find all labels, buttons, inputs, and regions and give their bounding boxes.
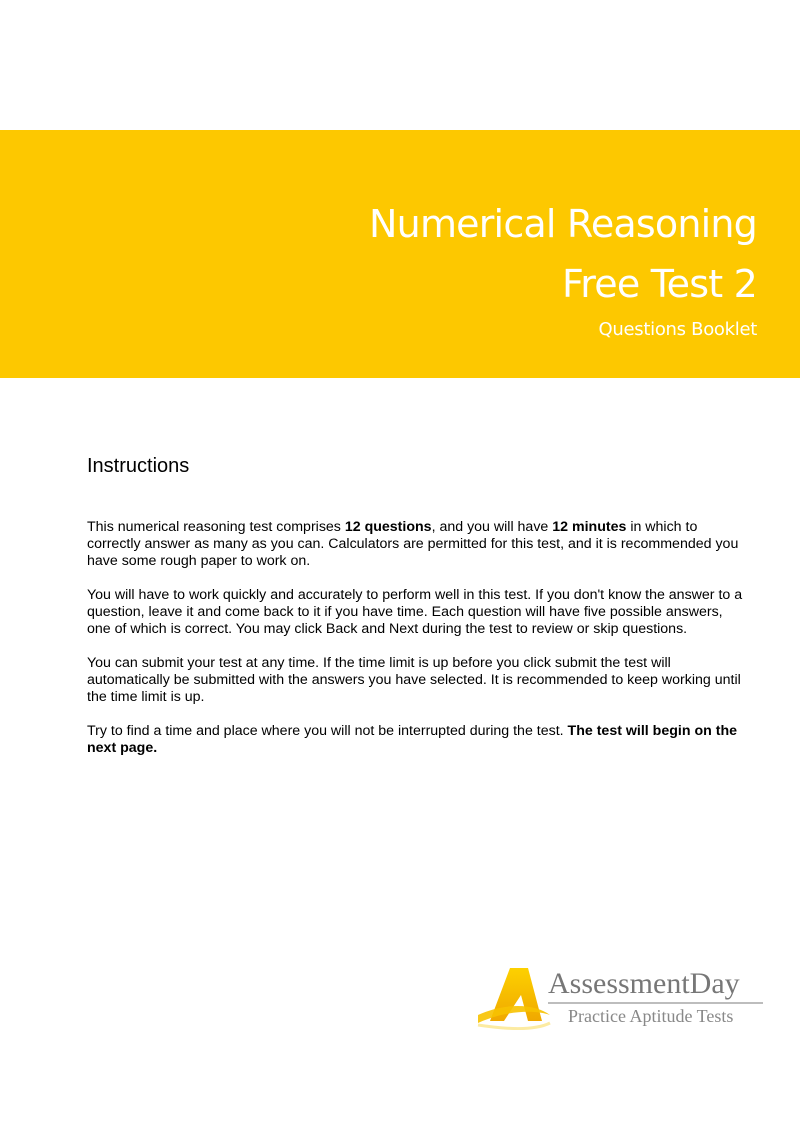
time-limit: 12 minutes	[552, 519, 627, 535]
paragraph-4	[87, 723, 747, 757]
text: This numerical reasoning test comprises	[87, 519, 345, 535]
instructions-heading: Instructions	[87, 455, 190, 477]
question-count: 12 questions	[344, 519, 432, 535]
paragraph-2: You will have to work quickly and accurately to perform well in this test. If you don't know the answer to a question, leave it and come back to it if you have time. Each question will have five possible answers, one of which is correct. You may click Back and Next during the test to review or skip questions.	[87, 587, 743, 637]
paragraph-1	[87, 519, 747, 570]
title-banner	[0, 130, 800, 378]
logo-tagline: Practice Aptitude Tests	[568, 1006, 734, 1026]
text: in which to correctly answer as many as you can. Calculators are permitted for this test, and it is recommended you have some rough paper to work on.	[87, 519, 739, 569]
begin-note: The test will begin on the next page.	[87, 723, 738, 756]
title-line-2: Free Test 2	[561, 262, 757, 306]
text: Try to find a time and place where you will not be interrupted during the test.	[87, 723, 568, 739]
logo-name: AssessmentDay	[548, 967, 740, 1000]
subtitle: Questions Booklet	[598, 319, 757, 340]
text: , and you will have	[431, 519, 553, 535]
logo-divider	[548, 1002, 763, 1004]
paragraph-3: You can submit your test at any time. If the time limit is up before you click submit the test will automatically be submitted with the answers you have selected. It is recommended to keep working until the time limit is up.	[87, 655, 741, 705]
title-line-1: Numerical Reasoning	[369, 202, 757, 246]
instructions-body	[87, 519, 747, 774]
